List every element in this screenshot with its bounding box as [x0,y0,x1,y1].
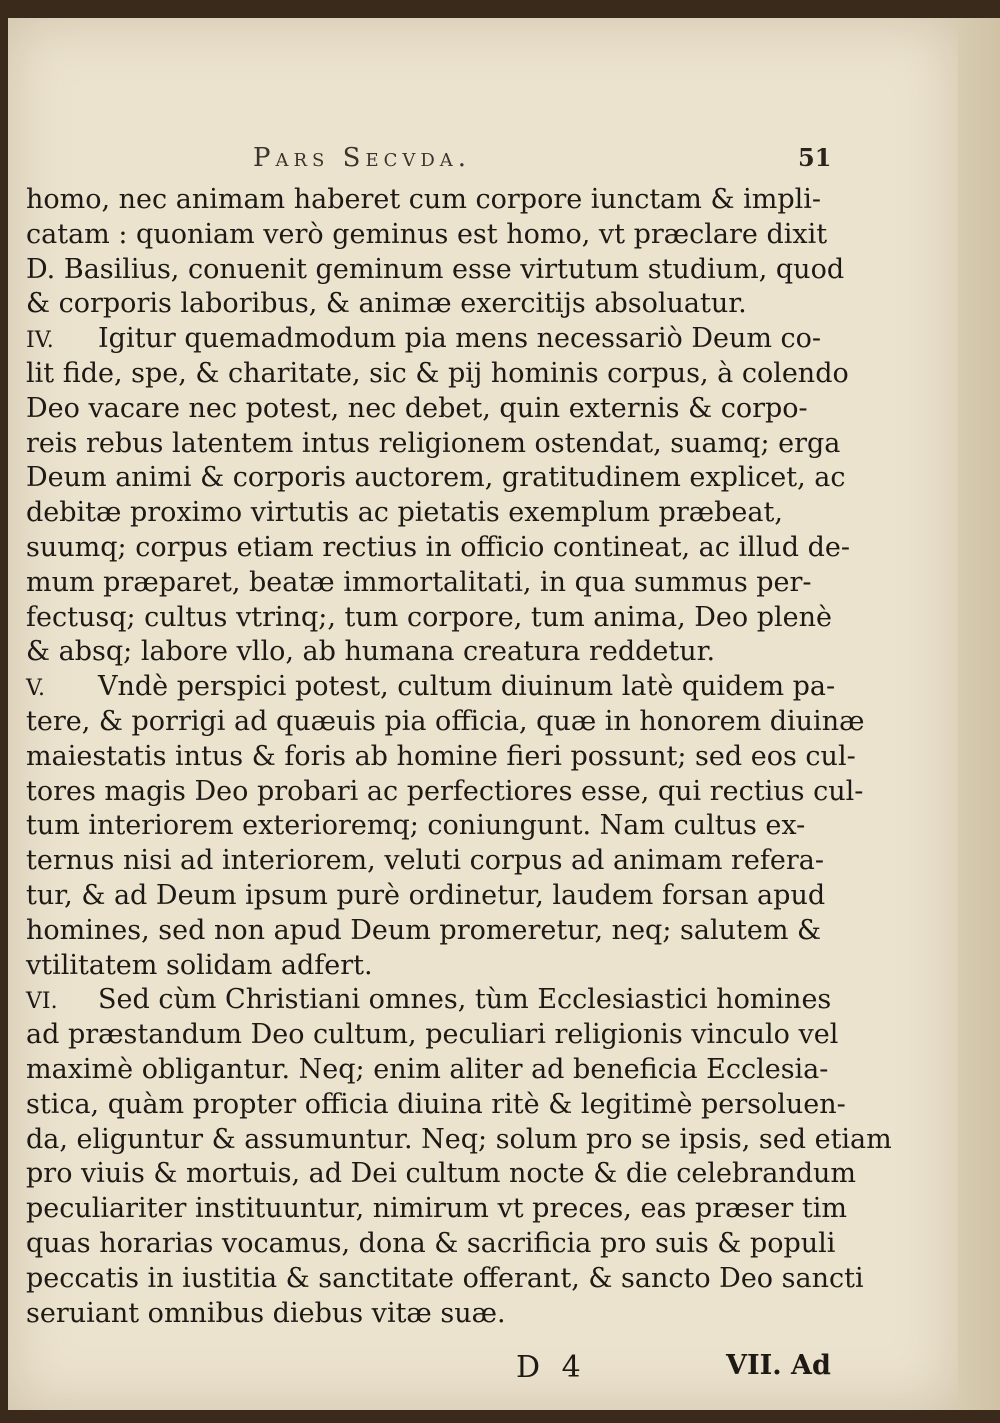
line-text: mum præparet, beatæ immortalitati, in qua summus per- [26,566,812,598]
text-line [26,740,856,775]
line-text: lit fide, spe, & charitate, sic & pij hominis corpus, à colendo [26,357,849,389]
text-line [26,1262,864,1297]
line-text: da, eliguntur & assumuntur. Neq; solum pro se ipsis, sed etiam [26,1123,892,1155]
text-line [26,357,849,392]
text-line [26,809,826,844]
line-text: ad præstandum Deo cultum, peculiari religionis vinculo vel [26,1019,839,1051]
line-text: vtilitatem solidam adfert. [26,949,373,981]
text-line [26,427,841,462]
line-text: peculiariter instituuntur, nimirum vt preces, eas præser tim [26,1193,847,1225]
line-text: peccatis in iustitia & sanctitate offerant, & sancto Deo sancti [26,1262,864,1294]
line-text: debitæ proximo virtutis ac pietatis exemplum præbeat, [26,497,783,529]
line-text: stica, quàm propter officia diuina ritè & legitimè persoluen- [26,1088,846,1120]
text-line [26,1227,836,1262]
text-line [26,983,832,1018]
line-text: Deum animi & corporis auctorem, gratitudinem explicet, ac [26,462,846,494]
line-text: & absq; labore vllo, ab humana creatura reddetur. [26,636,716,668]
line-text: homo, nec animam haberet cum corpore iunctam & impli- [26,184,821,215]
running-head: Pars Secvda. [253,143,472,173]
text-line [26,531,851,566]
line-text: Deo vacare nec potest, nec debet, quin externis & corpo- [26,392,808,424]
signature-mark: D 4 [516,1350,587,1385]
line-text: suumq; corpus etiam rectius in officio contineat, ac illud de- [26,531,851,563]
line-text: catam : quoniam verò geminus est homo, vt præclare dixit [26,218,828,250]
text-line [26,949,826,984]
text-line [26,844,826,879]
line-text: seruiant omnibus diebus vitæ suæ. [26,1297,506,1329]
text-line [26,253,845,288]
section-number: IV. [26,328,54,354]
line-text: tere, & porrigi ad quæuis pia officia, quæ in honorem diuinæ [26,705,865,737]
line-text: maiestatis intus & foris ab homine fieri possunt; sed eos cul- [26,740,856,772]
page-number: 51 [798,143,832,172]
line-text: tores magis Deo probari ac perfectiores esse, qui rectius cul- [26,775,864,807]
text-line [26,670,836,705]
line-text: Vndè perspici potest, cultum diuinum latè quidem pa- [98,671,836,703]
line-text: fectusq; cultus vtrinq;, tum corpore, tum anima, Deo plenè [26,601,832,633]
line-text: tur, & ad Deum ipsum purè ordinetur, laudem forsan apud [26,879,826,911]
text-line [26,392,826,427]
book-page [8,18,958,1410]
text-line [26,218,826,253]
text-line [26,1192,847,1227]
catchword: VII. Ad [726,1350,831,1381]
line-text: & corporis laboribus, & animæ exercitijs absoluatur. [26,288,747,320]
text-line [26,322,826,357]
text-line [26,1018,839,1053]
line-text: D. Basilius, conuenit geminum esse virtutum studium, quod [26,253,845,285]
text-line [26,496,826,531]
text-line [26,461,846,496]
text-line [26,566,826,601]
text-line [26,775,864,810]
line-text: Sed cùm Christiani omnes, tùm Ecclesiastici homines [98,984,832,1016]
line-text: homines, sed non apud Deum promeretur, neq; salutem & [26,914,822,946]
line-text: pro viuis & mortuis, ad Dei cultum nocte & die celebrandum [26,1158,856,1190]
text-line [26,1123,892,1158]
section-number: V. [26,676,46,702]
text-line [26,879,826,914]
line-text: ternus nisi ad interiorem, veluti corpus ad animam refera- [26,845,824,877]
text-line [26,705,865,740]
line-text: tum interiorem exterioremq; coniungunt. Nam cultus ex- [26,810,806,842]
text-line [26,914,826,949]
page-footer [8,1350,838,1390]
text-line [26,601,832,636]
body-text [26,183,892,1331]
line-text: maximè obligantur. Neq; enim aliter ad beneficia Ecclesia- [26,1053,829,1085]
text-line [26,183,826,218]
text-line [26,635,826,670]
line-text: quas horarias vocamus, dona & sacrificia pro suis & populi [26,1227,836,1259]
text-line [26,1053,829,1088]
text-line [26,1297,826,1332]
text-line [26,1088,846,1123]
line-text: Igitur quemadmodum pia mens necessariò Deum co- [98,323,822,355]
line-text: reis rebus latentem intus religionem ostendat, suamq; erga [26,427,841,459]
section-number: VI. [26,989,58,1015]
text-line [26,287,826,322]
text-line [26,1157,856,1192]
